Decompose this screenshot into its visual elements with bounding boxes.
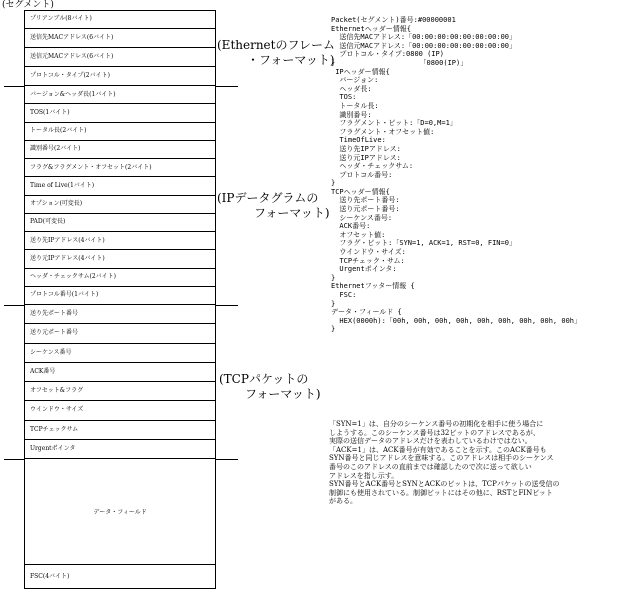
tcp-field-row (24, 344, 216, 363)
ip-field-row (24, 177, 216, 195)
field-label: 送信先MACアドレス(6バイト) (30, 34, 114, 41)
info-line: 送り元IPアドレス: (331, 153, 401, 162)
field-label: オプション(可変長) (30, 200, 83, 208)
ethernet-field-row (24, 48, 216, 67)
field-label: 送信元MACアドレス(6バイト) (30, 53, 114, 60)
info-line: データ・フィールド { (331, 308, 402, 317)
field-label: Time of Live(1バイト) (30, 181, 95, 189)
info-line: } (331, 299, 336, 308)
note-line: アドレスを指し示す。 (329, 471, 399, 480)
info-line: } (331, 273, 336, 282)
info-line: TimeOfLive: (331, 136, 386, 145)
field-label: 送り先IPアドレス(4バイト) (30, 236, 105, 244)
note-line: 制御にも使用されている。制御ビットにはその他に、RSTとFINビット (329, 488, 553, 497)
field-label: ヘッダ・チェックサム(2バイト) (30, 273, 117, 281)
info-line: TCPヘッダー情報{ (331, 187, 390, 196)
info-line: TOS: (331, 93, 357, 102)
tcp-field-row (24, 440, 216, 459)
note-line: 「SYN=1」は、自分のシーケンス番号の初期化を相手に使う場合に (329, 420, 544, 428)
info-line: ウインドウ・サイズ: (331, 248, 406, 257)
info-line: } (331, 325, 336, 334)
info-line: 送り元ポート番号: (331, 205, 400, 214)
field-label: 送り元ポート番号 (30, 329, 79, 337)
info-line: ヘッダ・チェックサム: (331, 162, 414, 171)
note-line: がある。 (329, 497, 357, 506)
boundary-line-ethernet-left (4, 86, 24, 87)
field-label: TCPチェックサム (30, 425, 79, 433)
ip-field-row (24, 159, 216, 177)
info-line: バージョン: (331, 76, 379, 85)
tcp-field-row (24, 305, 216, 324)
ethernet-field-row (24, 10, 216, 29)
field-label: 識別番号(2バイト) (30, 145, 81, 153)
field-label: プロトコル・タイプ(2バイト) (30, 72, 110, 79)
field-label: ウインドウ・サイズ (30, 406, 84, 414)
field-label: フラグ&フラグメント・オフセット(2バイト) (30, 163, 152, 171)
ip-field-row (24, 123, 216, 141)
ip-field-row (24, 287, 216, 305)
field-label: 送り先ポート番号 (30, 310, 79, 318)
field-label: トータル長(2バイト) (30, 127, 87, 135)
tcp-field-row (24, 324, 216, 343)
tcp-format-label: (TCPパケットの フォーマット) (219, 372, 321, 401)
ip-format-label: (IPデータグラムの フォーマット) (217, 191, 330, 220)
info-line: FSC: (331, 291, 357, 299)
boundary-line-ip-right (216, 305, 238, 306)
info-line: HEX(0000h):「00h, 00h, 00h, 00h, 00h, 00h, 00h, 00h, 00h」 (331, 316, 582, 325)
info-line: シーケンス番号: (331, 213, 393, 222)
field-label: ACK番号 (30, 367, 56, 375)
info-line: IPヘッダー情報{ (331, 67, 390, 76)
note-line: SYN番号とACK番号とSYNとACKのビットは、TCPパケットの送受信の (329, 480, 560, 489)
note-line: 実際の送信データのアドレスだけを表わしているわけではない。 (329, 437, 532, 446)
boundary-line-tcp-right (216, 459, 238, 460)
info-line: オフセット値: (331, 230, 386, 239)
info-line: 識別番号: (331, 110, 372, 119)
fsc-row: FSC(4バイト) (30, 573, 70, 580)
boundary-line-ip-left (4, 305, 24, 306)
ip-field-row (24, 196, 216, 214)
tcp-field-row (24, 401, 216, 420)
info-line: フラグメント・ビット:「D=0,M=1」 (331, 119, 457, 128)
ip-field-row (24, 86, 216, 104)
note-line: SYN番号と同じアドレスを意味する。このアドレスは相手のシーケンス (329, 454, 554, 463)
info-line: プロトコル・タイプ:0800 (IP) (331, 50, 444, 59)
field-label: シーケンス番号 (30, 348, 72, 356)
ethernet-field-row (24, 67, 216, 86)
field-label: プロトコル番号(1バイト) (30, 291, 99, 299)
info-line: ヘッダ長: (331, 84, 372, 93)
info-line: 送信元MACアドレス:「00:00:00:00:00:00:00:00」 (331, 41, 517, 50)
info-line: プロトコル番号: (331, 170, 393, 179)
ip-field-row (24, 250, 216, 268)
segment-title: (セグメント) (2, 0, 54, 10)
info-line: } (331, 179, 336, 188)
boundary-line-tcp-left (4, 459, 24, 460)
field-label: バージョン&ヘッダ長(1バイト) (30, 90, 116, 98)
tcp-field-row (24, 421, 216, 440)
info-line: ACK番号: (331, 222, 371, 231)
ip-field-row (24, 141, 216, 159)
info-line: 送り先ポート番号: (331, 196, 400, 205)
info-line: Packet(セグメント)番号:#00000001 (331, 16, 456, 24)
note-line: 番号のこのアドレスの直前までは確認したので次に送って欲しい (329, 462, 532, 471)
ethernet-field-row (24, 29, 216, 48)
flag-note (329, 420, 637, 506)
info-line: フラグ・ビット:「SYN=1, ACK=1, RST=0, FIN=0」 (331, 239, 516, 248)
field-label: オフセット&フラグ (30, 387, 84, 395)
info-line: 送り先IPアドレス: (331, 144, 401, 153)
ip-field-row (24, 269, 216, 287)
field-label: プリアンブル(8バイト) (30, 15, 92, 22)
info-line: TCPチェック・サム: (331, 256, 405, 265)
data-field-label: データ・フィールド (93, 509, 147, 516)
info-line: Urgentポインタ: (331, 265, 397, 274)
tcp-field-row (24, 363, 216, 382)
info-line: Ethernetヘッダー情報{ (331, 24, 411, 33)
info-line: 送信先MACアドレス:「00:00:00:00:00:00:00:00」 (331, 33, 517, 42)
field-label: 送り元IPアドレス(4バイト) (30, 254, 105, 262)
info-line: トータル長: (331, 101, 379, 110)
boundary-line-ethernet-right (216, 86, 238, 87)
info-line: フラグメント・オフセット値: (331, 127, 435, 136)
ethernet-format-label: (Ethernetのフレーム ・フォーマット) (217, 38, 336, 67)
ip-field-row (24, 232, 216, 250)
note-line: 「ACK=1」は、ACK番号が有効であることを示す。このACK番号も (329, 445, 547, 454)
field-label: TOS(1バイト) (30, 108, 70, 116)
tcp-field-row (24, 382, 216, 401)
field-label: Urgentポインタ (30, 444, 76, 452)
packet-info-panel (331, 16, 636, 334)
data-field (24, 459, 216, 565)
ip-field-row (24, 104, 216, 122)
info-line: Ethernetフッター情報 { (331, 282, 415, 291)
info-line: } 「0800(IP)」 (331, 58, 468, 67)
note-line: しようする。このシーケンス番号は32ビットのアドレスであるが、 (329, 428, 540, 437)
field-label: PAD(可変長) (30, 218, 66, 226)
ip-field-row (24, 214, 216, 232)
